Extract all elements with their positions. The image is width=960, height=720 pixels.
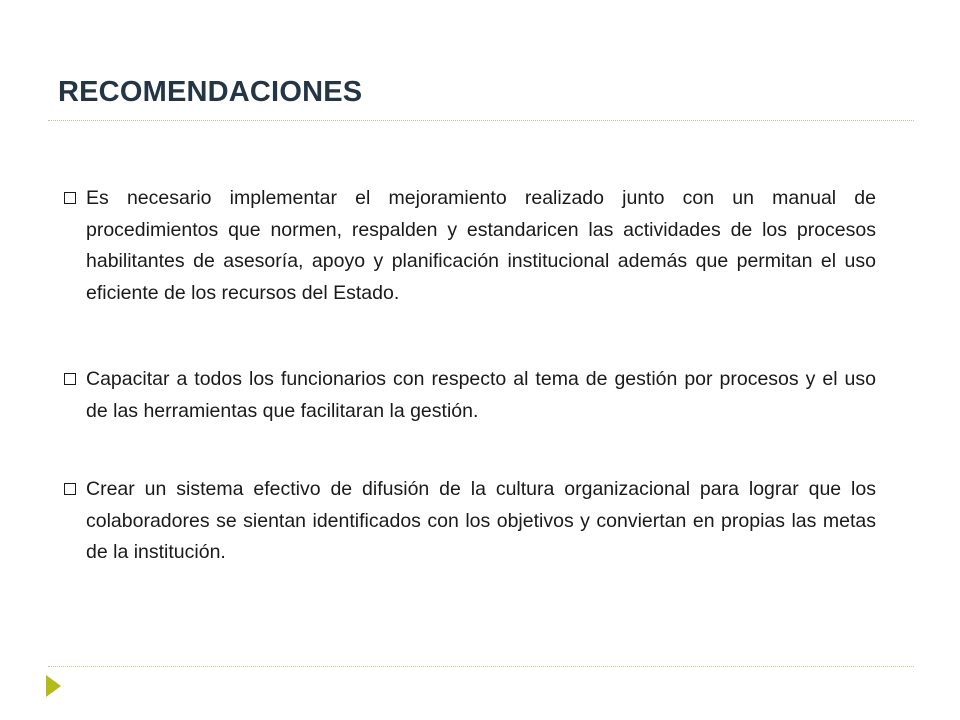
checkbox-icon [64,192,78,206]
list-item-text: Capacitar a todos los funcionarios con respecto al tema de gestión por procesos y el uso de las herramientas que facilitaran la gestión. [86,368,876,422]
list-item-text: Crear un sistema efectivo de difusión de la cultura organizacional para lograr que los colaboradores se sientan identificados con los objetivos y conviertan en propias las metas de la institución. [86,478,876,563]
list-item [64,183,876,309]
recommendations-list [64,183,876,569]
list-item-text: Es necesario implementar el mejoramiento realizado junto con un manual de procedimientos que normen, respalden y estandaricen las actividades de los procesos habilitantes de asesoría, apoyo y planificación institucional además que permitan el uso eficiente de los recursos del Estado. [86,187,876,304]
play-arrow-icon [46,675,61,697]
checkbox-icon [64,373,78,387]
footer-divider [48,666,914,667]
list-item [64,364,876,427]
list-item [64,474,876,569]
title-divider [48,120,914,121]
slide-title: RECOMENDACIONES [58,76,363,108]
checkbox-icon [64,483,78,497]
